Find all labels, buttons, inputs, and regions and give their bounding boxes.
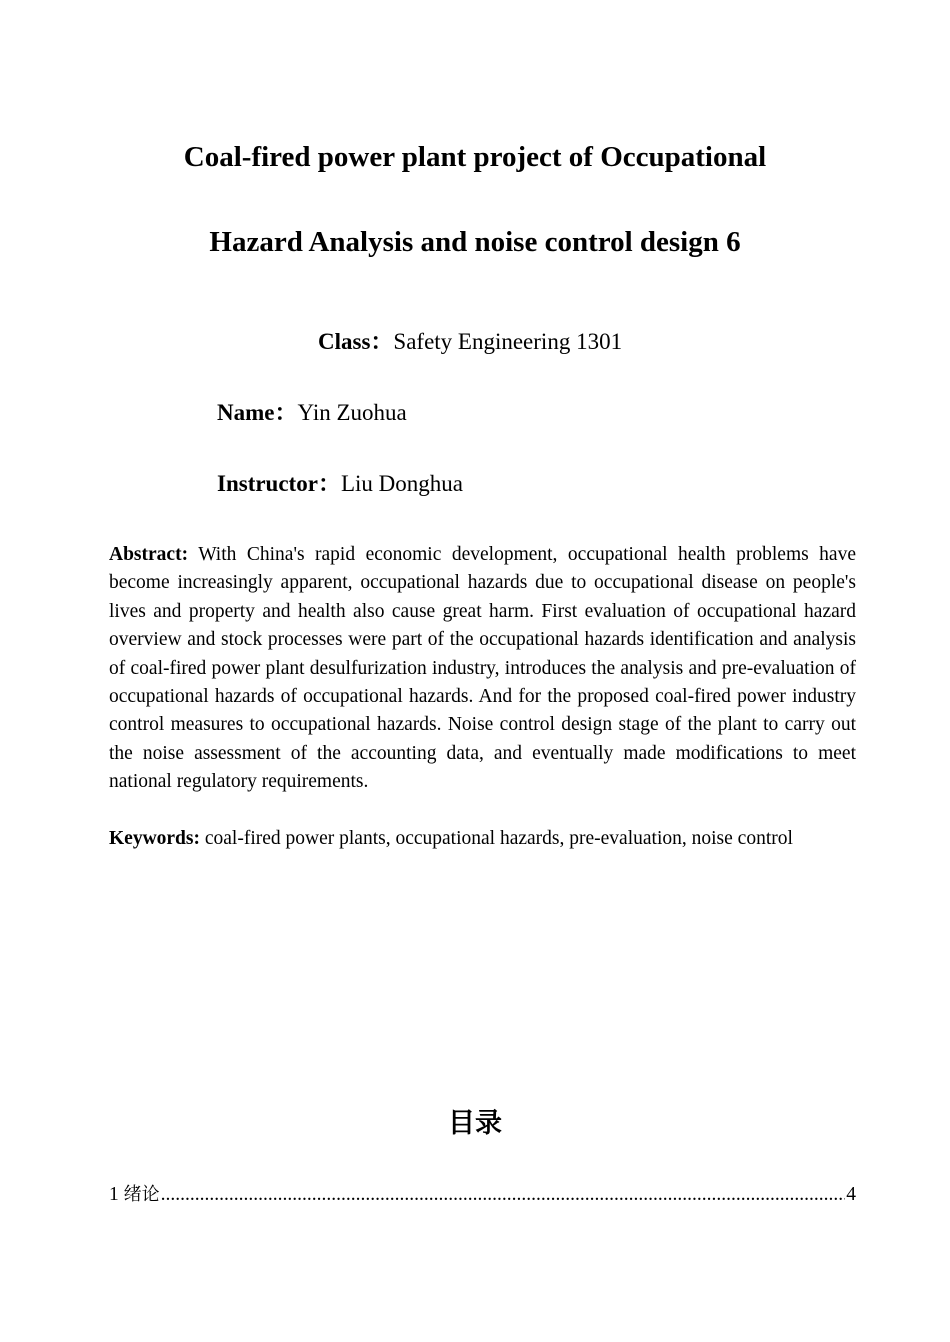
instructor-line — [217, 470, 463, 498]
instructor-colon: ： — [317, 471, 341, 496]
class-label: Class — [318, 329, 371, 354]
name-line — [217, 399, 407, 427]
abstract-text: With China's rapid economic development, occupational health problems have become increasingly apparent, occupational hazards due to occupational disease on people's lives and property and health also cause great harm. First evaluation of occupational hazard overview and stock processes were part of the occupational hazards identification and analysis of coal-fired power plant desulfurization industry, introduces the analysis and pre-evaluation of occupational hazards of occupational hazards. And for the proposed coal-fired power industry control measures to occupational hazards. Noise control design stage of the plant to carry out the noise assessment of the accounting data, and eventually made modifications to meet national regulatory requirements. — [109, 544, 856, 793]
class-value: Safety Engineering 1301 — [393, 329, 623, 354]
abstract-label: Abstract: — [109, 544, 189, 565]
keywords-text: coal-fired power plants, occupational hazards, pre-evaluation, noise control — [204, 828, 793, 849]
instructor-value: Liu Donghua — [340, 471, 463, 496]
keywords-label: Keywords: — [109, 828, 200, 849]
keywords-paragraph — [109, 825, 856, 853]
toc-entry[interactable] — [109, 1181, 856, 1209]
name-value: Yin Zuohua — [297, 400, 407, 425]
toc-entry-label: 绪论 — [123, 1184, 160, 1205]
document-title-line-2: Hazard Analysis and noise control design 6 — [209, 226, 741, 258]
toc-title: 目录 — [448, 1108, 502, 1139]
toc-entry-page: 4 — [846, 1184, 856, 1205]
abstract-paragraph — [109, 541, 856, 797]
toc-dot-leader — [161, 1181, 846, 1209]
instructor-label: Instructor — [217, 471, 318, 496]
toc-entry-number: 1 — [109, 1184, 119, 1205]
class-line — [318, 328, 622, 356]
class-colon: ： — [370, 329, 394, 354]
name-label: Name — [217, 400, 275, 425]
name-colon: ： — [274, 400, 298, 425]
document-title-line-1: Coal-fired power plant project of Occupational — [183, 141, 767, 173]
